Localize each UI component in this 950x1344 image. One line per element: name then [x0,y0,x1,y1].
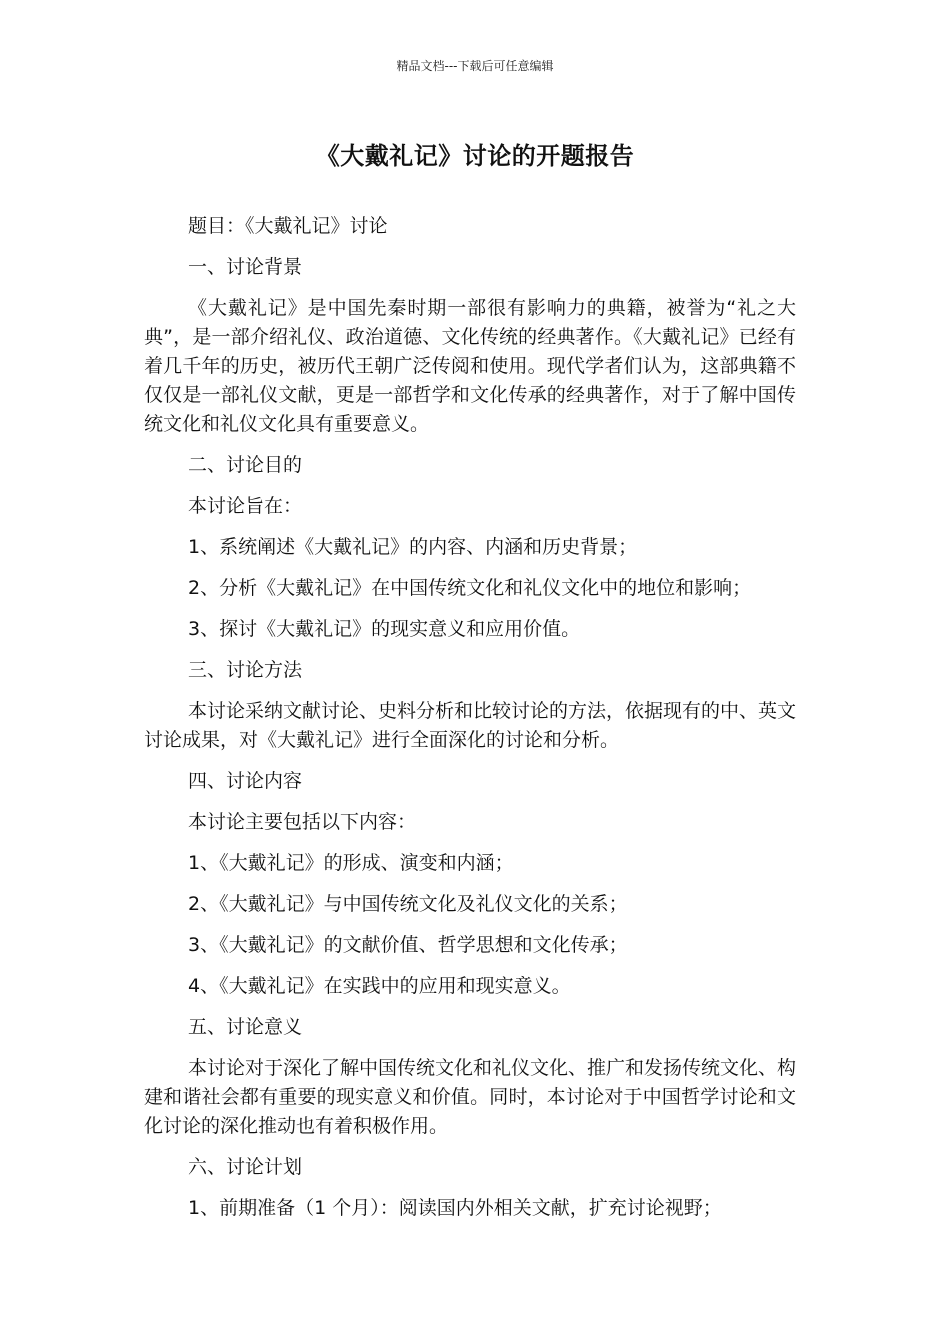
topic-line: 题目：《大戴礼记》讨论 [188,215,388,237]
plan-item: 1、前期准备（1 个月）：阅读国内外相关文献，扩充讨论视野； [188,1197,722,1219]
purpose-intro: 本讨论旨在： [188,495,303,517]
section-heading-method: 三、讨论方法 [188,659,303,681]
section-heading-content: 四、讨论内容 [188,770,303,792]
page-header-note: 精品文档---下载后可任意编辑 [396,59,554,73]
document-body [144,212,796,1223]
background-paragraph: 《大戴礼记》是中国先秦时期一部很有影响力的典籍，被誉为“礼之大典”，是一部介绍礼仪、政治道德、文化传统的经典著作。《大戴礼记》已经有着几千年的历史，被历代王朝广泛传阅和使用。现代学者们认为，这部典籍不仅仅是一部礼仪文献，更是一部哲学和文化传承的经典著作，对于了解中国传统文化和礼仪文化具有重要意义。 [144,297,796,435]
content-item: 3、《大戴礼记》的文献价值、哲学思想和文化传承； [188,934,628,956]
method-paragraph: 本讨论采纳文献讨论、史料分析和比较讨论的方法，依据现有的中、英文讨论成果，对《大戴礼记》进行全面深化的讨论和分析。 [144,700,797,751]
content-item: 2、《大戴礼记》与中国传统文化及礼仪文化的关系； [188,893,628,915]
significance-paragraph: 本讨论对于深化了解中国传统文化和礼仪文化、推广和发扬传统文化、构建和谐社会都有重要的现实意义和价值。同时，本讨论对于中国哲学讨论和文化讨论的深化推动也有着积极作用。 [144,1057,797,1137]
content-item: 4、《大戴礼记》在实践中的应用和现实意义。 [188,975,571,997]
purpose-item: 2、分析《大戴礼记》在中国传统文化和礼仪文化中的地位和影响； [188,577,752,599]
document-title: 《大戴礼记》讨论的开题报告 [315,142,635,170]
content-item: 1、《大戴礼记》的形成、演变和内涵； [188,852,514,874]
content-intro: 本讨论主要包括以下内容： [188,811,417,833]
purpose-item: 3、探讨《大戴礼记》的现实意义和应用价值。 [188,618,581,640]
purpose-item: 1、系统阐述《大戴礼记》的内容、内涵和历史背景； [188,536,638,558]
section-heading-purpose: 二、讨论目的 [188,454,303,476]
section-heading-background: 一、讨论背景 [188,256,303,278]
section-heading-plan: 六、讨论计划 [188,1156,303,1178]
section-heading-significance: 五、讨论意义 [188,1016,303,1038]
